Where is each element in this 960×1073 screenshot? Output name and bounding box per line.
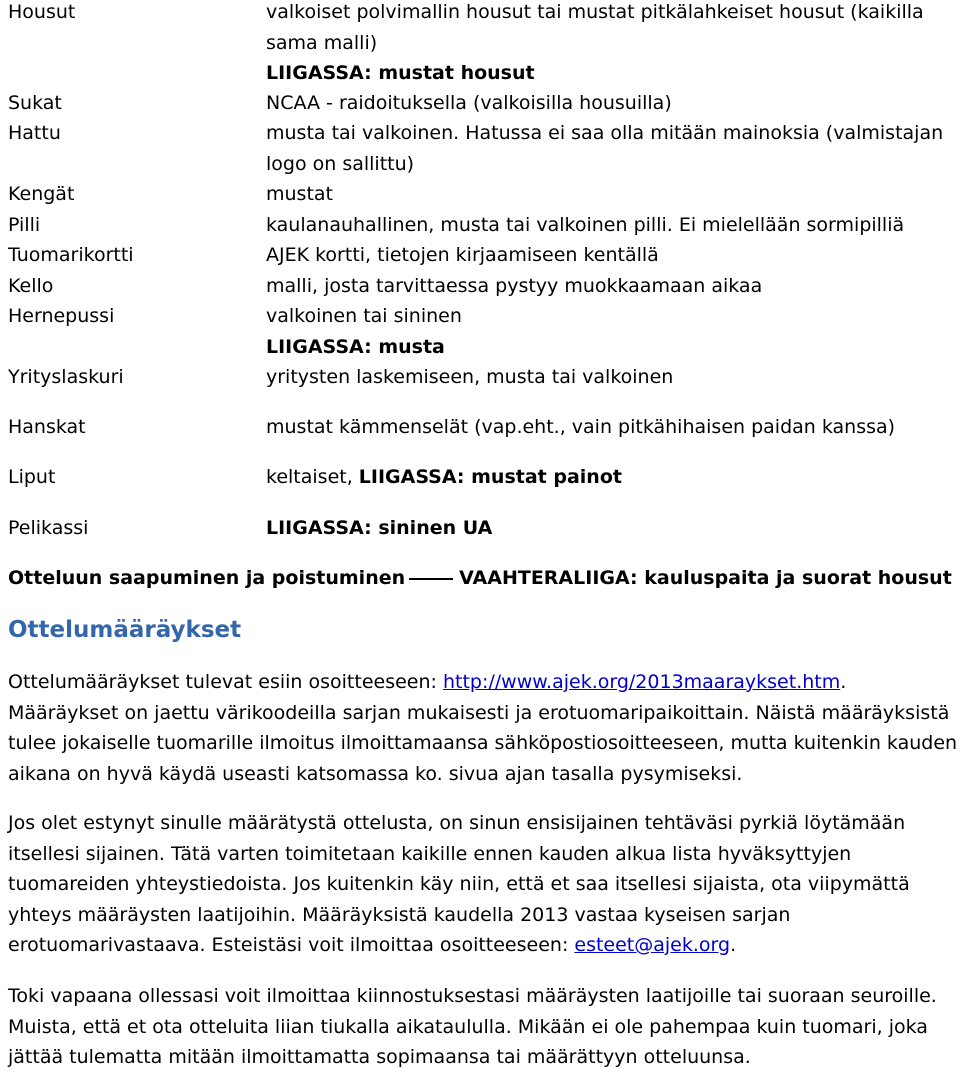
- row-label: Sukat: [8, 92, 62, 114]
- row-label: Kengät: [8, 183, 75, 205]
- row-value-bold: LIIGASSA: mustat painot: [358, 466, 622, 488]
- paragraph-3: [8, 981, 958, 1073]
- para2-text: Jos olet estynyt sinulle määrätystä ottelusta, on sinun ensisijainen tehtäväsi pyrkiä löytämään itsellesi sijainen. Tätä varten toimitetaan kaikille ennen kauden alkua lista hyväksyttyjen tuomareiden yhteystiedoista. Jos kuitenkin käy niin, että et saa itsellesi sijaista, ota viipymättä yhteys määräysten laatijoihin. Määräyksistä kaudella 2013 vastaa kyseisen sarjan erotuomarivastaava. Esteistäsi voit ilmoittaa osoitteeseen:: [8, 812, 910, 956]
- row-label: Hanskat: [8, 416, 86, 438]
- row-label: Tuomarikortti: [8, 244, 134, 266]
- row-value: [266, 0, 956, 58]
- row-label: Kello: [8, 275, 54, 297]
- paragraph-1: [8, 667, 958, 789]
- row-label: Pelikassi: [8, 517, 89, 539]
- para1-prefix: Ottelumääräykset tulevat esiin osoitteeseen:: [8, 671, 443, 693]
- arrival-left: Otteluun saapuminen ja poistuminen: [8, 567, 406, 589]
- row-value: [266, 462, 956, 493]
- row-value: [266, 118, 956, 179]
- para3-text: Toki vapaana ollessasi voit ilmoittaa kiinnostuksestasi määräysten laatijoille tai suoraan seuroille. Muista, että et ota otteluita liian tiukalla aikataululla. Mikään ei ole pahempaa kuin tuomari, joka jättää tulematta mitään ilmoittamatta sopimaansa tai määrättyyn otteluunsa.: [8, 985, 937, 1068]
- row-value: LIIGASSA: musta: [266, 336, 445, 358]
- esteet-email-link[interactable]: esteet@ajek.org: [574, 934, 731, 956]
- section-title: Ottelumääräykset: [8, 617, 242, 643]
- row-label: Hattu: [8, 122, 61, 144]
- arrival-right: VAAHTERALIIGA: kauluspaita ja suorat housut: [459, 567, 952, 589]
- row-value: LIIGASSA: sininen UA: [266, 517, 493, 539]
- row-value: LIIGASSA: mustat housut: [266, 62, 535, 84]
- arrival-line: [8, 563, 952, 593]
- row-value: mustat kämmenselät (vap.eht., vain pitkähihaisen paidan kanssa): [266, 416, 896, 438]
- row-value: mustat: [266, 183, 333, 205]
- para2-suffix: .: [730, 934, 737, 956]
- row-value: malli, josta tarvittaessa pystyy muokkaamaan aikaa: [266, 275, 763, 297]
- row-value: yritysten laskemiseen, musta tai valkoinen: [266, 366, 674, 388]
- row-label: Liput: [8, 466, 56, 488]
- row-value-line: sama malli): [266, 31, 378, 54]
- row-value: kaulanauhallinen, musta tai valkoinen pilli. Ei mielellään sormipilliä: [266, 214, 905, 236]
- dash-separator: [409, 578, 453, 580]
- maaraykset-link[interactable]: http://www.ajek.org/2013maaraykset.htm: [442, 671, 841, 693]
- row-value: AJEK kortti, tietojen kirjaamiseen kentällä: [266, 244, 659, 266]
- row-value-line: logo on sallittu): [266, 152, 415, 175]
- row-label: Housut: [8, 1, 76, 23]
- para1-rest: . Määräykset on jaettu värikoodeilla sarjan mukaisesti ja erotuomaripaikoittain. Näistä määräyksistä tulee jokaiselle tuomarille ilmoitus ilmoittamaansa sähköpostiosoitteeseen, mutta kuitenkin kauden aikana on hyvä käydä useasti katsomassa ko. sivua ajan tasalla pysymiseksi.: [8, 671, 958, 785]
- row-value: NCAA - raidoituksella (valkoisilla housuilla): [266, 92, 672, 114]
- row-label: Hernepussi: [8, 305, 115, 327]
- row-value: valkoinen tai sininen: [266, 305, 462, 327]
- row-value-line: valkoiset polvimallin housut tai mustat pitkälahkeiset housut (kaikilla: [266, 1, 924, 23]
- row-value-prefix: keltaiset,: [266, 466, 359, 488]
- row-label: Pilli: [8, 214, 41, 236]
- paragraph-2: [8, 808, 958, 961]
- row-label: Yrityslaskuri: [8, 366, 124, 388]
- row-value-line: musta tai valkoinen. Hatussa ei saa olla mitään mainoksia (valmistajan: [266, 122, 944, 144]
